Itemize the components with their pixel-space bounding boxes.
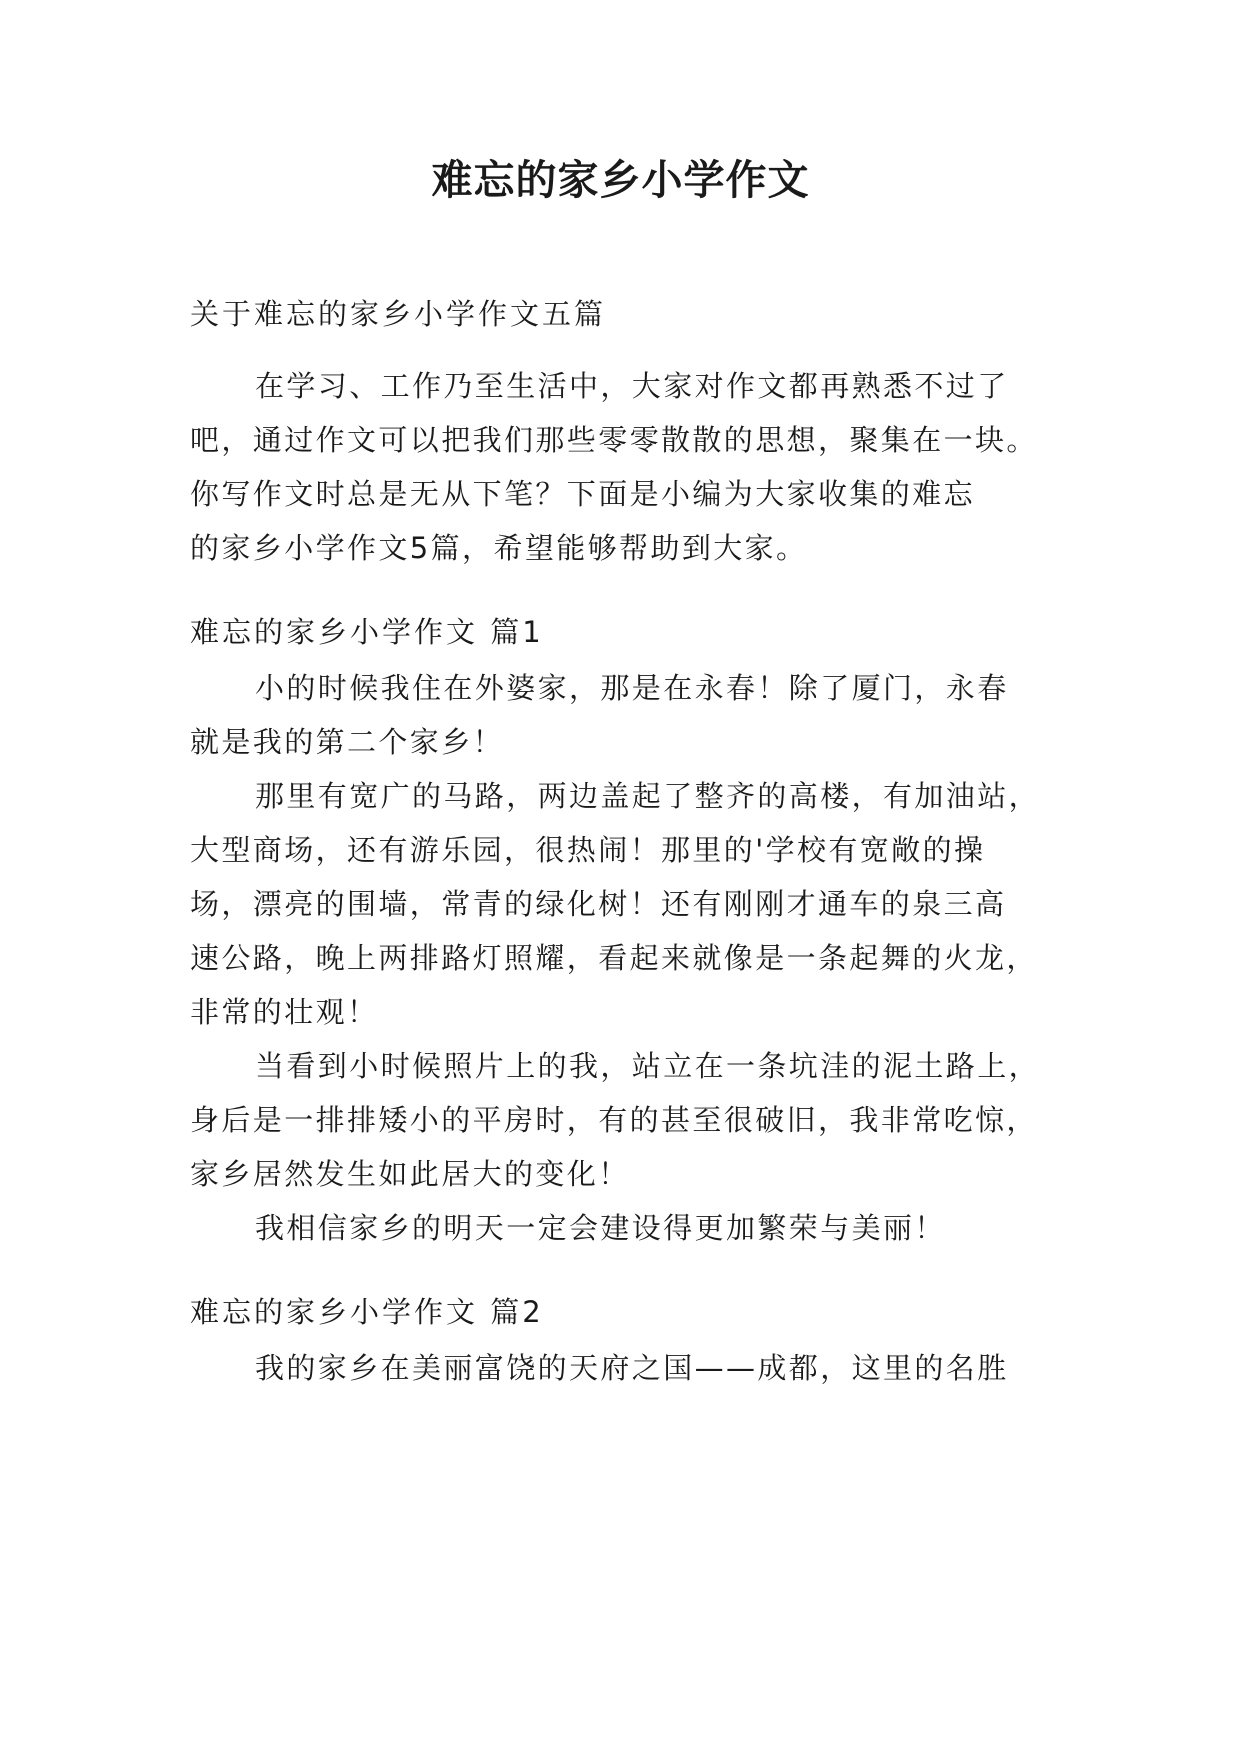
essay-line: 家乡居然发生如此居大的变化！ <box>190 1157 630 1191</box>
essay-line: 速公路，晚上两排路灯照耀，看起来就像是一条起舞的火龙， <box>190 941 1038 975</box>
document-title: 难忘的家乡小学作文 <box>431 156 810 204</box>
intro-line: 吧，通过作文可以把我们那些零零散散的思想，聚集在一块。 <box>190 423 1038 457</box>
essay-heading: 难忘的家乡小学作文 篇2 <box>190 1295 544 1329</box>
intro-line: 你写作文时总是无从下笔？下面是小编为大家收集的难忘 <box>190 477 976 511</box>
essay-line: 身后是一排排矮小的平房时，有的甚至很破旧，我非常吃惊， <box>190 1103 1038 1137</box>
essay-line: 那里有宽广的马路，两边盖起了整齐的高楼，有加油站， <box>255 779 1041 813</box>
essay-line: 非常的壮观！ <box>190 995 379 1029</box>
document-subtitle: 关于难忘的家乡小学作文五篇 <box>190 297 607 331</box>
essay-line: 当看到小时候照片上的我，站立在一条坑洼的泥土路上， <box>255 1049 1041 1083</box>
essay-line: 我的家乡在美丽富饶的天府之国——成都，这里的名胜 <box>255 1351 1009 1385</box>
essay-heading: 难忘的家乡小学作文 篇1 <box>190 615 544 649</box>
intro-line: 的家乡小学作文5篇，希望能够帮助到大家。 <box>190 531 808 565</box>
essay-line: 大型商场，还有游乐园，很热闹！那里的'学校有宽敞的操 <box>190 833 986 867</box>
essay-line: 小的时候我住在外婆家，那是在永春！除了厦门，永春 <box>255 671 1009 705</box>
essay-line: 就是我的第二个家乡！ <box>190 725 505 759</box>
essay-line: 我相信家乡的明天一定会建设得更加繁荣与美丽！ <box>255 1211 946 1245</box>
intro-line: 在学习、工作乃至生活中，大家对作文都再熟悉不过了 <box>255 369 1009 403</box>
essay-line: 场，漂亮的围墙，常青的绿化树！还有刚刚才通车的泉三高 <box>190 887 1007 921</box>
